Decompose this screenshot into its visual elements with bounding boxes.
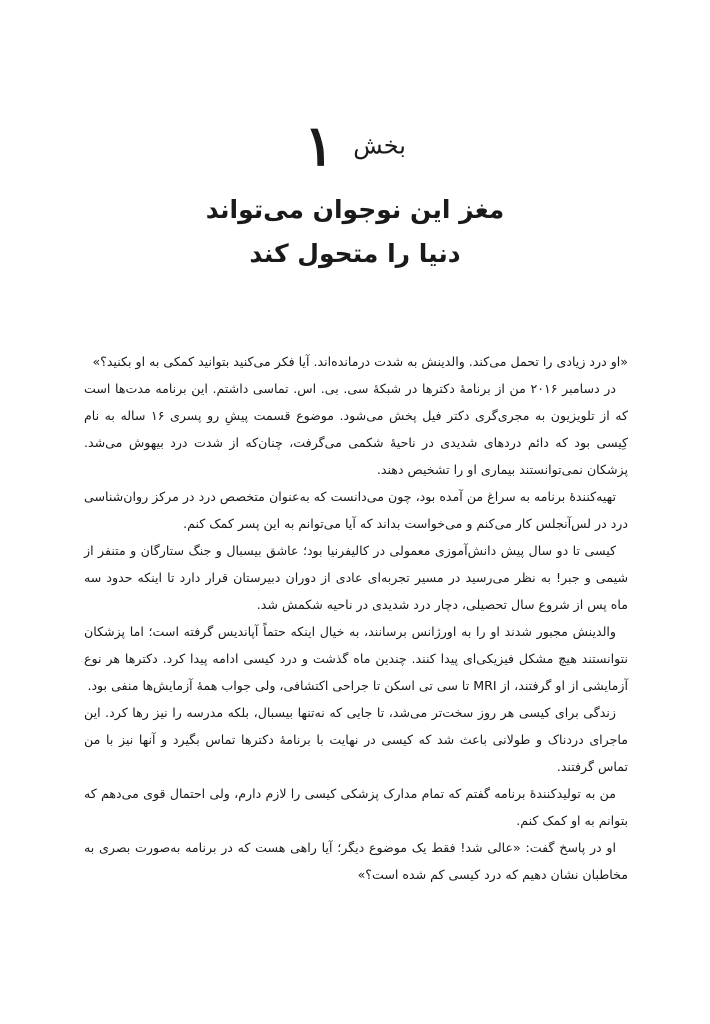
paragraph-1: «او درد زیادی را تحمل می‌کند. والدینش به شدت درمانده‌اند. آیا فکر می‌کنید بتوانید کمکی به او بکنید؟»: [92, 354, 628, 369]
paragraph-5: والدینش مجبور شدند او را به اورژانس برسانند، به خیال اینکه حتماً آپاندیس گرفته است؛ اما پزشکان نتوانستند هیچ مشکل فیزیکی‌ای پیدا کنند. چندین ماه گذشت و درد کیسی ادامه پیدا کرد. دکترها هر نوع آزمایشی از او گرفتند، از MRI تا سی تی اسکن تا جراحی اکتشافی، ولی جواب همهٔ آزمایش‌ها منفی بود.: [84, 624, 628, 693]
chapter-label: بخش: [353, 131, 406, 160]
chapter-number: ۱: [304, 112, 335, 179]
paragraph-2: در دسامبر ۲۰۱۶ من از برنامهٔ دکترها در شبکهٔ سی. بی. اس. تماسی داشتم. این برنامه مدت‌ها است که از تلویزیون به مجری‌گری دکتر فیل پخش می‌شود. موضوع قسمت پیشِ رو پسری ۱۶ ساله به نام کِیسی بود که دائم دردهای شدیدی در ناحیهٔ شکمی می‌گرفت، چنان‌که از شدت درد بیهوش می‌شد. پزشکان نمی‌توانستند بیماری او را تشخیص دهند.: [84, 381, 628, 477]
paragraph-4: کیسی تا دو سال پیش دانش‌آموزی معمولی در کالیفرنیا بود؛ عاشق بیسبال و جنگ ستارگان و متنفر از شیمی و جبر! به نظر می‌رسید در مسیر تجربه‌ای عادی از دوران دبیرستان قرار دارد تا اینکه حدود سه ماه پس از شروع سال تحصیلی، دچار درد شدیدی در ناحیه شکمش شد.: [84, 543, 628, 612]
body-text: [84, 348, 628, 888]
chapter-label-line: [0, 112, 710, 178]
chapter-title-line-1: مغز این نوجوان می‌تواند: [205, 195, 505, 224]
chapter-title: [0, 188, 710, 276]
chapter-title-line-2: دنیا را متحول کند: [249, 239, 461, 268]
paragraph-6: زندگی برای کیسی هر روز سخت‌تر می‌شد، تا جایی که نه‌تنها بیسبال، بلکه مدرسه را نیز رها کرد. این ماجرای دردناک و طولانی باعث شد که کیسی در نهایت با برنامهٔ دکترها تماس بگیرد و آنها نیز با من تماس گرفتند.: [84, 705, 628, 774]
paragraph-3: تهیه‌کنندهٔ برنامه به سراغ من آمده بود، چون می‌دانست که به‌عنوان متخصص درد در مرکز روان‌شناسی درد در لس‌آنجلس کار می‌کنم و می‌خواست بداند که آیا می‌توانم به این پسر کمک کنم.: [84, 489, 628, 531]
paragraph-8: او در پاسخ گفت: «عالی شد! فقط یک موضوع دیگر؛ آیا راهی هست که در برنامه به‌صورت بصری به مخاطبان نشان دهیم که درد کیسی کم شده است؟»: [84, 840, 628, 882]
paragraph-7: من به تولیدکنندهٔ برنامه گفتم که تمام مدارک پزشکی کیسی را لازم دارم، ولی احتمال قوی می‌دهم که بتوانم به او کمک کنم.: [84, 786, 628, 828]
chapter-heading: [0, 112, 710, 276]
